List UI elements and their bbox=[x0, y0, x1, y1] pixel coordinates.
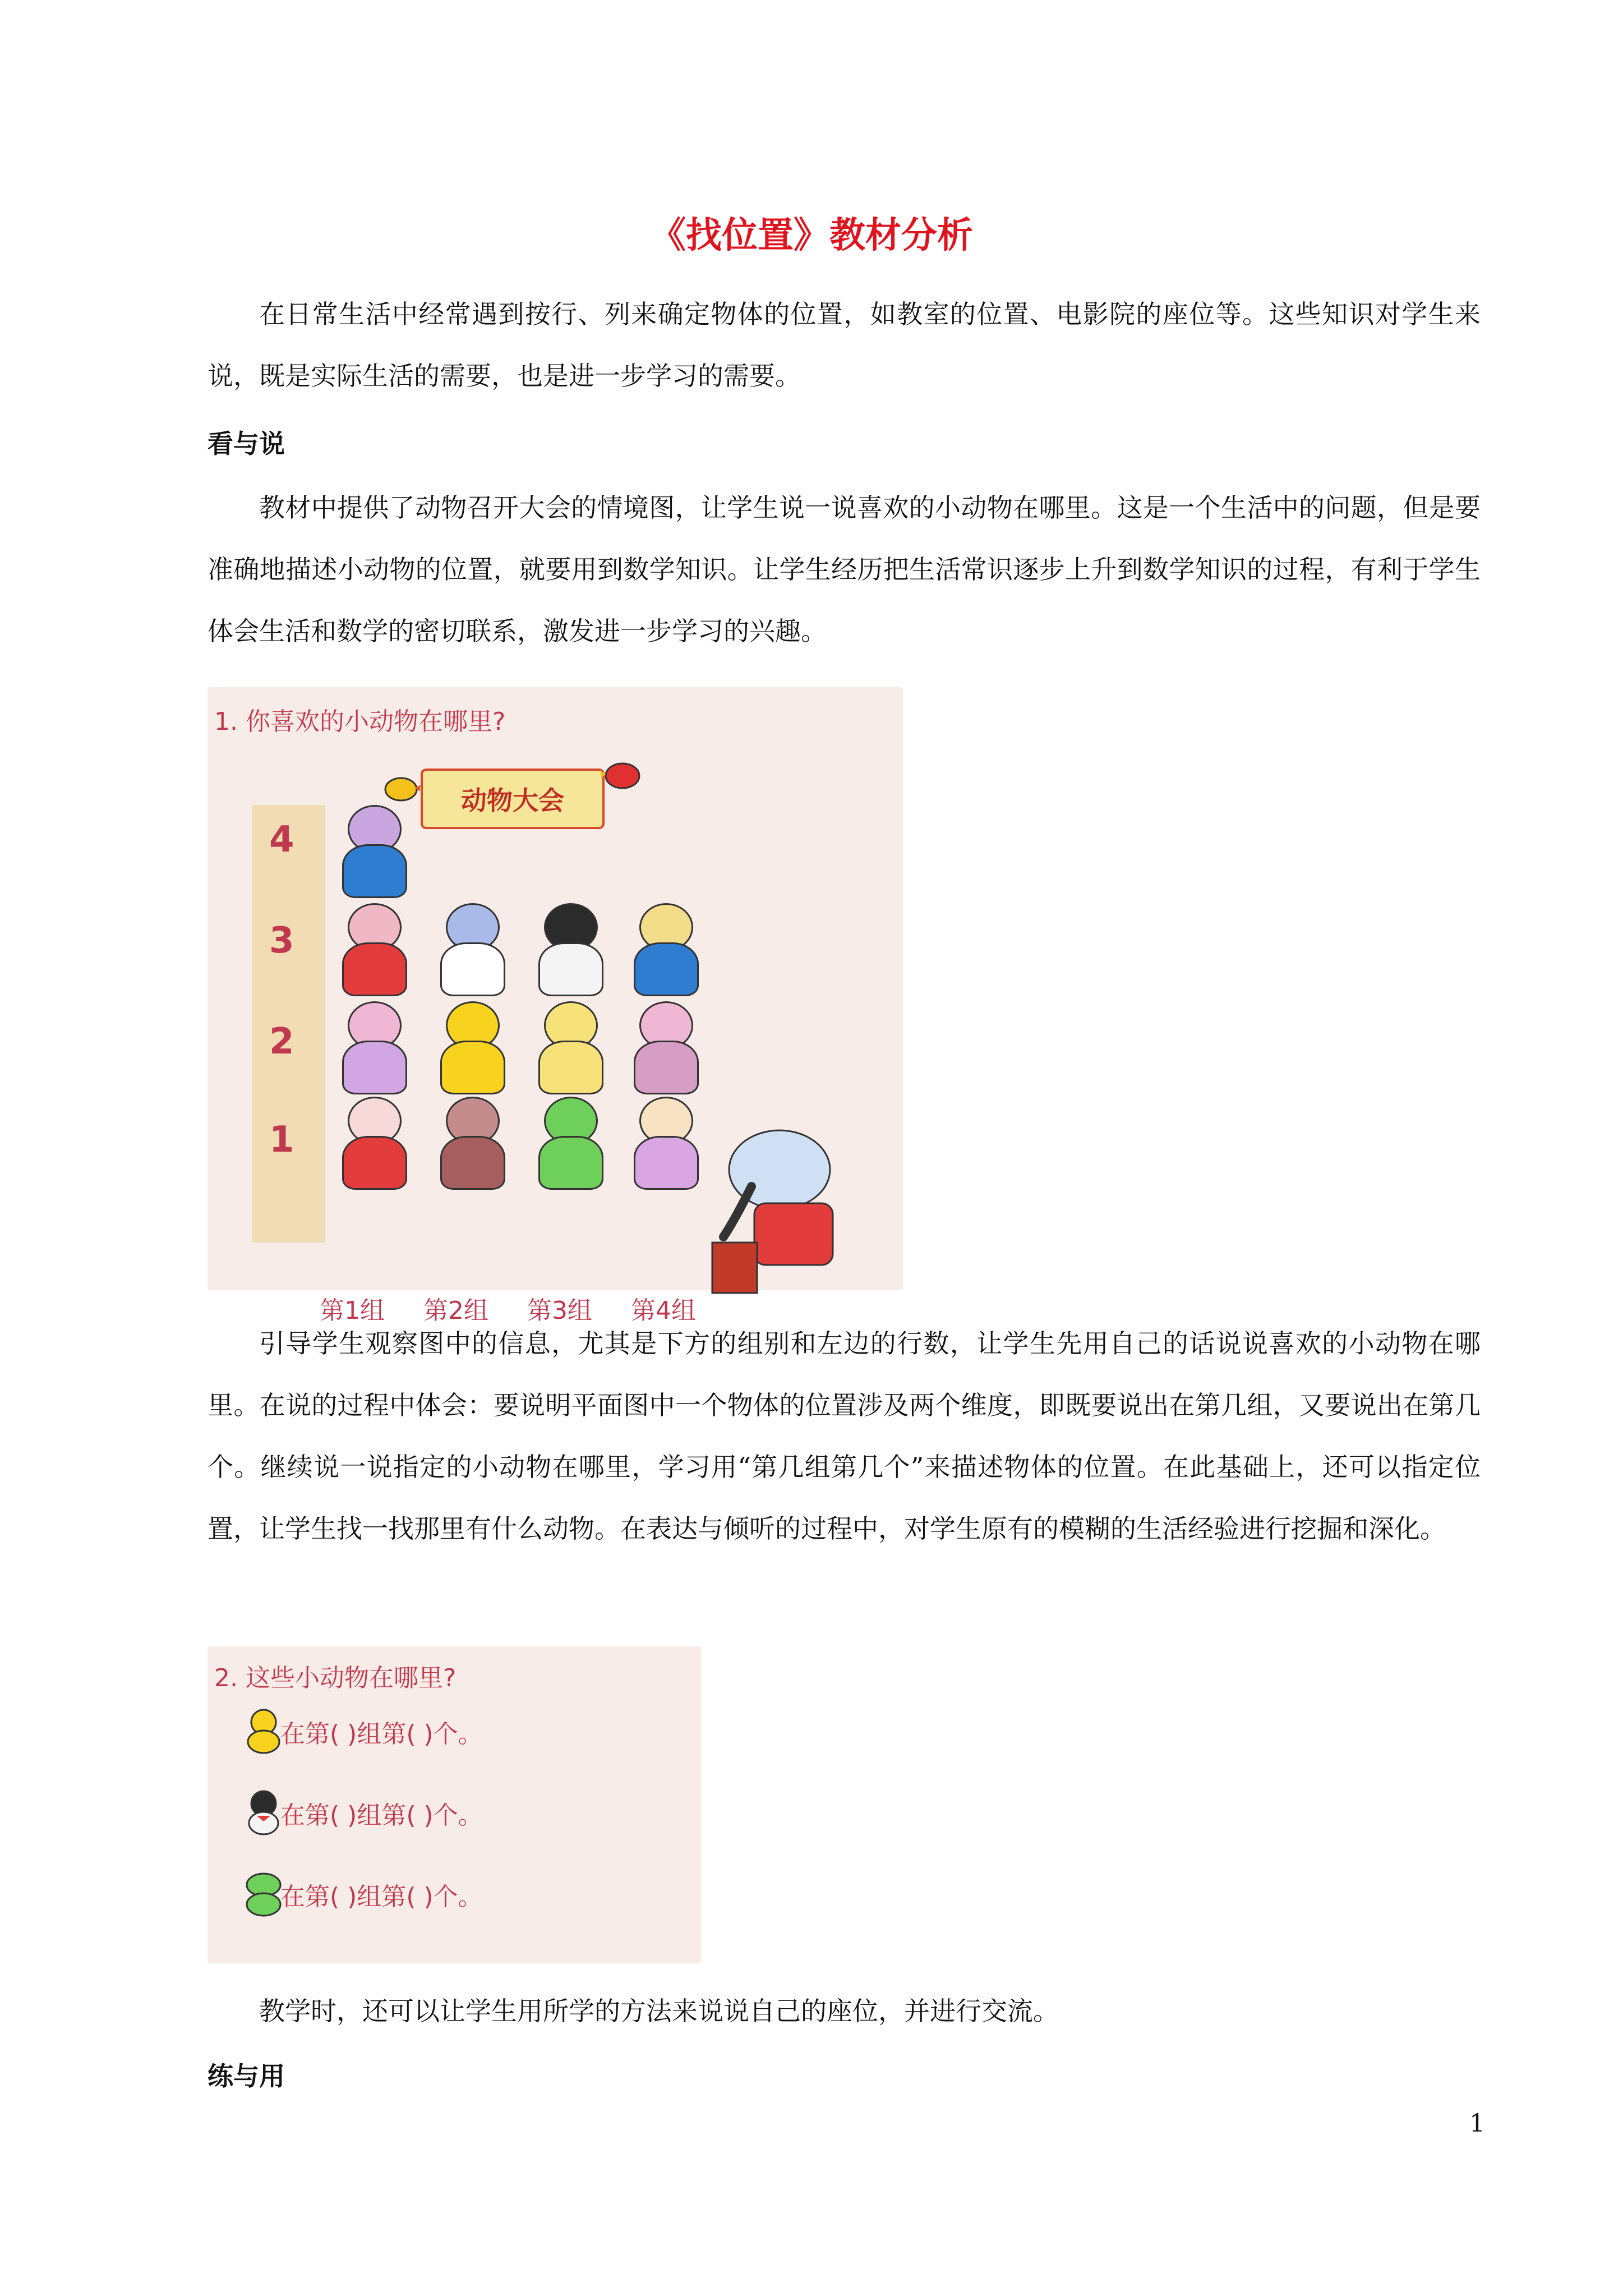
teaching-note-paragraph: 教学时，还可以让学生用所学的方法来说说自己的座位，并进行交流。 bbox=[259, 1996, 1059, 2026]
frog-icon bbox=[241, 1868, 286, 1918]
row-number: 1 bbox=[269, 1119, 294, 1161]
answer-line: 在第( )组第( )个。 bbox=[280, 1883, 483, 1911]
bird-icon bbox=[381, 771, 421, 805]
cat-icon bbox=[623, 1097, 707, 1192]
hippo-icon bbox=[331, 805, 415, 900]
section-heading-practice: 练与用 bbox=[208, 2061, 285, 2091]
chick-icon bbox=[241, 1705, 286, 1756]
meeting-banner: 动物大会 bbox=[421, 769, 605, 829]
elephant-small-icon bbox=[527, 1001, 611, 1097]
section1-paragraph: 教材中提供了动物召开大会的情境图，让学生说一说喜欢的小动物在哪里。这是一个生活中的问题，但是要准确地描述小动物的位置，就要用到数学知识。让学生经历把生活常识逐步上升到数学知识的过程，有利于学生体会生活和数学的密切联系，激发进一步学习的兴趣。 bbox=[208, 493, 1481, 646]
penguin-icon bbox=[527, 903, 611, 999]
group-label: 第3组 bbox=[527, 1296, 592, 1325]
row-number: 4 bbox=[269, 819, 294, 861]
elephant-speaker-icon bbox=[701, 1125, 869, 1293]
penguin-icon bbox=[241, 1787, 286, 1837]
answer-line: 在第( )组第( )个。 bbox=[280, 1801, 483, 1830]
pig-icon bbox=[331, 1097, 415, 1192]
figure1-question: 1. 你喜欢的小动物在哪里? bbox=[214, 707, 506, 736]
rabbit-icon bbox=[331, 1001, 415, 1097]
answer-line: 在第( )组第( )个。 bbox=[280, 1720, 483, 1749]
where-are-animals-figure bbox=[208, 1646, 701, 1963]
row-number: 3 bbox=[269, 920, 294, 961]
walrus-icon bbox=[429, 1097, 513, 1192]
page-title: 《找位置》教材分析 bbox=[650, 215, 973, 256]
bird-icon bbox=[600, 754, 645, 794]
intro-paragraph: 在日常生活中经常遇到按行、列来确定物体的位置，如教室的位置、电影院的座位等。这些知识对学生来说，既是实际生活的需要，也是进一步学习的需要。 bbox=[208, 299, 1481, 391]
row-number: 2 bbox=[269, 1021, 294, 1062]
zebra-icon bbox=[623, 903, 707, 999]
frog-icon bbox=[527, 1097, 611, 1192]
figure2-question: 2. 这些小动物在哪里? bbox=[214, 1664, 457, 1692]
group-label: 第2组 bbox=[423, 1296, 488, 1325]
kangaroo-icon bbox=[623, 1001, 707, 1097]
page-number: 1 bbox=[1469, 2109, 1485, 2138]
wolf-icon bbox=[429, 903, 513, 999]
animal-meeting-figure bbox=[208, 687, 903, 1325]
group-label: 第4组 bbox=[631, 1296, 696, 1325]
group-label: 第1组 bbox=[320, 1296, 385, 1325]
bear-icon bbox=[331, 903, 415, 999]
section-heading-look-and-say: 看与说 bbox=[208, 429, 285, 459]
guidance-paragraph: 引导学生观察图中的信息，尤其是下方的组别和左边的行数，让学生先用自己的话说说喜欢的小动物在哪里。在说的过程中体会：要说明平面图中一个物体的位置涉及两个维度，即既要说出在第几组，又要说出在第几个。继续说一说指定的小动物在哪里，学习用“第几组第几个”来描述物体的位置。在此基础上，还可以指定位置，让学生找一找那里有什么动物。在表达与倾听的过程中，对学生原有的模糊的生活经验进行挖掘和深化。 bbox=[208, 1328, 1481, 1544]
chick-icon bbox=[429, 1001, 513, 1097]
